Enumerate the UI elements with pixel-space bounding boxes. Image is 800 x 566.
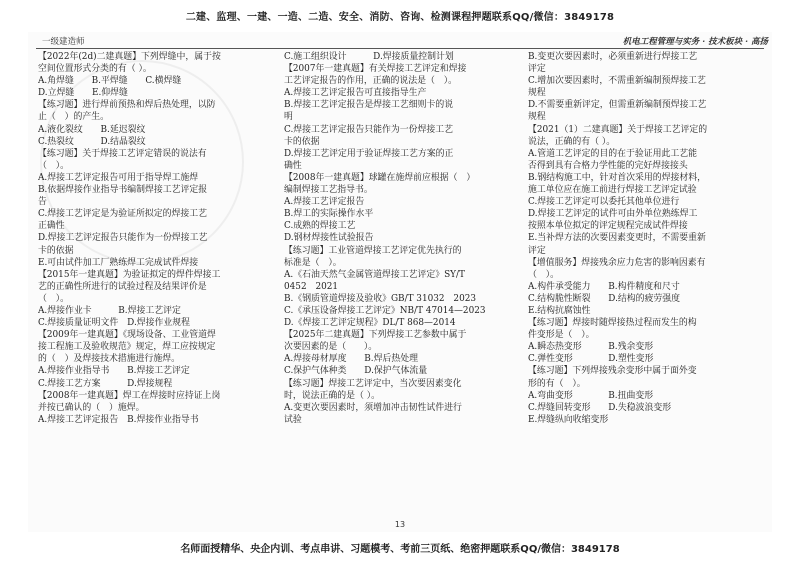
text-line: B.焊工的实际操作水平: [284, 209, 374, 220]
text-line: D.钢材焊接性试验报告: [284, 233, 374, 244]
text-line: B.依据焊接作业指导书编制焊接工艺评定报: [38, 185, 208, 196]
text-line: A.液化裂纹 B.延迟裂纹: [38, 124, 146, 135]
header-right: 机电工程管理与实务 · 技术板块 · 高扬: [622, 37, 768, 47]
text-line: C.热裂纹 D.结晶裂纹: [38, 136, 146, 147]
text-line: D.焊接工艺评定的试件可由外单位熟练焊工: [528, 209, 698, 220]
text-column-2: [284, 51, 520, 517]
text-line: A.构件承受能力 B.构件精度和尺寸: [528, 281, 680, 292]
text-line: （ ）。: [38, 293, 70, 304]
text-line: D.焊接工艺评定用于验证焊接工艺方案的正: [284, 148, 454, 159]
text-column-3: [528, 51, 768, 517]
text-line: 艺的正确性所进行的试验过程及结果评价是: [38, 281, 207, 292]
text-line: E.可由试件加工厂熟练焊工完成试件焊接: [38, 257, 199, 268]
text-line: A.管道工艺评定的目的在于验证用此工艺能: [528, 148, 697, 159]
text-line: 【2008年一建真题】球罐在施焊前应根据（ ）: [284, 172, 476, 183]
text-line: C.施工组织设计 D.焊接质量控制计划: [284, 52, 454, 62]
text-line: 【练习题】焊接工艺评定中，当次要因素变化: [284, 378, 462, 389]
text-line: B.《钢质管道焊接及验收》GB/T 31032 2023: [284, 293, 477, 304]
text-line: 【练习题】进行焊前预热和焊后热处理，以防: [38, 100, 216, 111]
text-line: C.焊缝回转变形 D.失稳波浪变形: [528, 402, 672, 413]
text-line: C.增加次要因素时，不需重新编制预焊接工艺: [528, 76, 706, 87]
text-line: C.结构脆性断裂 D.结构的疲劳强度: [528, 293, 681, 304]
text-line: 确性: [284, 160, 302, 171]
text-line: （ ）。: [38, 160, 70, 171]
text-line: 【练习题】下列焊接残余变形中属于面外变: [528, 366, 697, 377]
text-line: B.钢结构施工中，针对首次采用的焊接材料，: [528, 172, 706, 183]
text-line: 【2022年(2d)二建真题】下列焊缝中，属于按: [38, 52, 221, 62]
text-line: C.焊接工艺方案 D.焊接规程: [38, 378, 173, 389]
text-line: 【2009年一建真题】《现场设备、工业管道焊: [38, 330, 216, 341]
text-line: 标准是（ ）。: [284, 257, 342, 268]
text-line: C.焊接工艺评定是为验证所拟定的焊接工艺: [38, 209, 208, 220]
text-line: 【练习题】关于焊接工艺评定错误的说法有: [38, 148, 207, 159]
text-line: A.焊接母材厚度 B.焊后热处理: [284, 354, 418, 365]
text-line: A.焊接工艺评定报告可用于指导焊工施焊: [38, 172, 199, 183]
text-line: 规程: [528, 112, 546, 123]
text-line: C.焊接工艺评定可以委托其他单位进行: [528, 197, 680, 208]
text-line: 否得到具有合格力学性能的完好焊接接头: [528, 160, 688, 171]
text-line: 说法，正确的有（ ）。: [528, 136, 616, 147]
text-line: 正确性: [38, 221, 65, 232]
text-line: 【2015年一建真题】为验证拟定的焊件焊接工: [38, 269, 221, 280]
text-line: 评定: [528, 245, 546, 256]
text-line: E.当补焊方法的次要因素变更时，不需要重新: [528, 233, 706, 244]
text-line: （ ）。: [528, 269, 560, 280]
text-line: C.《承压设备焊接工艺评定》NB/T 47014—2023: [284, 305, 486, 316]
top-banner: 二建、监理、一建、一造、二造、安全、消防、咨询、检测课程押题联系QQ/微信：3849178: [185, 12, 615, 23]
text-line: 【2007年一建真题】有关焊接工艺评定和焊接: [284, 64, 467, 75]
text-line: 件变形是（ ）。: [528, 330, 595, 341]
text-line: 止（ ）的产生。: [38, 112, 109, 123]
text-line: 工艺评定报告的作用，正确的说法是（ ）。: [284, 76, 458, 87]
text-line: D.焊接工艺评定报告只能作为一份焊接工艺: [38, 233, 208, 244]
text-line: A.焊接工艺评定报告可直接指导生产: [284, 88, 427, 99]
text-line: 评定: [528, 64, 546, 75]
text-line: E.焊缝纵向收缩变形: [528, 414, 609, 425]
text-line: 的（ ）及焊接技术措施进行施焊。: [38, 354, 180, 365]
text-line: B.焊接工艺评定报告是焊接工艺细则卡的说: [284, 100, 454, 111]
text-line: D.不需要重新评定，但需重新编制预焊接工艺: [528, 100, 707, 111]
text-line: B.变更次要因素时，必须重新进行焊接工艺: [528, 52, 698, 62]
text-line: A.焊接工艺评定报告: [284, 197, 365, 208]
text-line: 空间位置形式分类的有（ ）。: [38, 64, 152, 75]
text-line: 【2025年二建真题】下列焊接工艺参数中属于: [284, 330, 467, 341]
header-divider: [36, 48, 764, 49]
text-line: 编制焊接工艺指导书。: [284, 185, 373, 196]
text-line: C.焊接质量证明文件 D.焊接作业规程: [38, 318, 191, 329]
header-left: 一级建造师: [42, 37, 85, 47]
text-line: C.保护气体种类 D.保护气体流量: [284, 366, 428, 377]
text-line: C.成熟的焊接工艺: [284, 221, 356, 232]
text-line: C.弹性变形 D.塑性变形: [528, 354, 654, 365]
text-line: 【增值服务】焊接残余应力危害的影响因素有: [528, 257, 706, 268]
text-line: 【练习题】工业管道焊接工艺评定优先执行的: [284, 245, 462, 256]
text-line: 按照本单位拟定的评定规程完成试件焊接: [528, 221, 688, 232]
text-line: 【2008年一建真题】焊工在焊接时应持证上岗: [38, 390, 221, 401]
bottom-banner: 名师面授精华、央企内训、考点串讲、习题模考、考前三页纸、绝密押题联系QQ/微信：3849178: [180, 544, 620, 555]
text-line: 明: [284, 112, 293, 123]
text-line: A.《石油天然气金属管道焊接工艺评定》SY/T: [284, 269, 465, 280]
text-line: 规程: [528, 88, 546, 99]
text-line: 并按已确认的（ ）施焊。: [38, 402, 145, 413]
text-line: 时，说法正确的是（ ）。: [284, 390, 380, 401]
text-line: 试验: [284, 414, 302, 425]
text-line: 次要因素的是（ ）。: [284, 342, 378, 353]
text-line: A.弯曲变形 B.扭曲变形: [528, 390, 654, 401]
text-line: 卡的依据: [38, 245, 74, 256]
text-line: A.瞬态热变形 B.残余变形: [528, 342, 654, 353]
text-line: 0452 2021: [284, 281, 339, 292]
text-line: 卡的依据: [284, 136, 320, 147]
text-line: 告: [38, 197, 47, 208]
text-line: 形的有（ ）。: [528, 378, 586, 389]
text-line: D.《焊接工艺评定规程》DL/T 868—2014: [284, 318, 456, 329]
text-line: A.变更次要因素时，须增加冲击韧性试件进行: [284, 402, 462, 413]
text-line: 【2021（1）二建真题】关于焊接工艺评定的: [528, 124, 708, 135]
text-column-1: [38, 51, 276, 517]
text-line: 施工单位应在施工前进行焊接工艺评定试验: [528, 185, 697, 196]
text-line: 【练习题】焊接时随焊接热过程而发生的构: [528, 318, 697, 329]
text-line: A.焊接作业指导书 B.焊接工艺评定: [38, 366, 190, 377]
text-line: 接工程施工及验收规范》规定，焊工应按规定: [38, 342, 216, 353]
text-line: A.焊接工艺评定报告 B.焊接作业指导书: [38, 414, 199, 425]
text-line: A.焊接作业卡 B.焊接工艺评定: [38, 305, 181, 316]
page-number: 13: [394, 520, 406, 529]
text-line: A.角焊缝 B.平焊缝 C.横焊缝: [38, 76, 182, 87]
text-line: E.结构抗腐蚀性: [528, 305, 591, 316]
text-line: D.立焊缝 E.仰焊缝: [38, 88, 128, 99]
text-line: C.焊接工艺评定报告只能作为一份焊接工艺: [284, 124, 454, 135]
